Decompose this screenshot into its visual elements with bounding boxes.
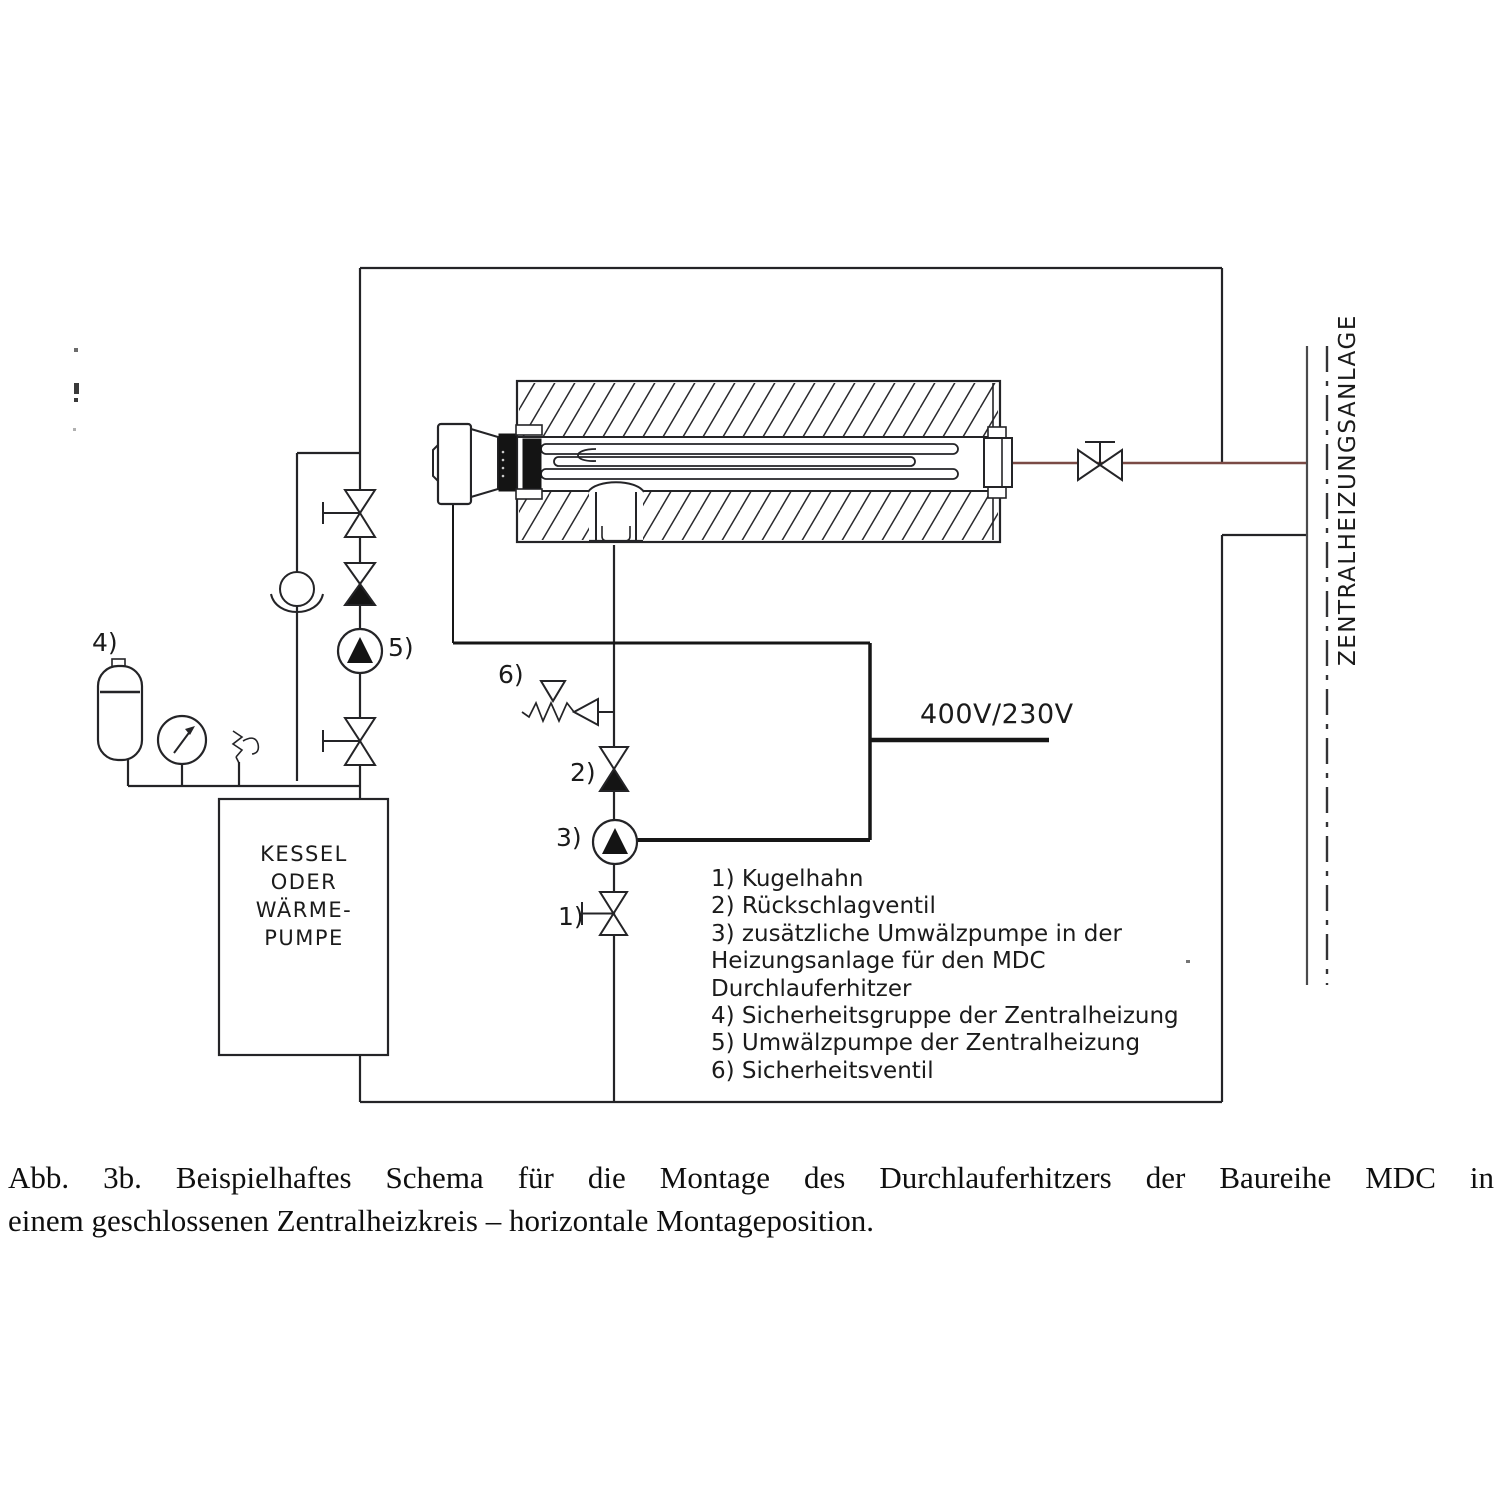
legend-line: 3) zusätzliche Umwälzpumpe in der <box>711 920 1122 947</box>
marker-2-label: 2) <box>570 758 596 787</box>
pressure-gauge <box>158 716 206 764</box>
check-valve-2 <box>600 747 628 791</box>
marker-1-label: 1) <box>558 902 584 931</box>
boiler-label <box>219 840 389 952</box>
scan-speck <box>74 348 78 352</box>
boiler-label-line: PUMPE <box>264 926 344 950</box>
safety-group <box>98 659 258 764</box>
scan-speck <box>73 428 76 431</box>
marker-4-label: 4) <box>92 628 118 657</box>
power-supply-label: 400V/230V <box>920 699 1074 730</box>
center-line-components <box>522 681 637 935</box>
heating-element <box>541 444 958 479</box>
left-branch-components <box>271 490 382 765</box>
flow-line-valve <box>1078 442 1122 480</box>
expansion-vessel <box>98 659 142 760</box>
legend-line: 2) Rückschlagventil <box>711 893 936 920</box>
shutoff-valve-lower <box>323 718 375 765</box>
shutoff-valve-upper <box>323 490 375 537</box>
scan-speck <box>1186 960 1190 963</box>
heater-unit <box>433 381 1012 542</box>
scan-speck <box>74 398 78 402</box>
legend-line: 5) Umwälzpumpe der Zentralheizung <box>711 1030 1141 1057</box>
cap-gasket-band <box>499 434 516 491</box>
air-vent-valve <box>233 731 258 763</box>
caption-line-1: Abb. 3b. Beispielhaftes Schema für die Montage des Durchlauferhitzers der Baureihe MDC in <box>8 1160 1494 1195</box>
check-valve-left <box>345 563 375 605</box>
drain-funnel <box>271 572 323 612</box>
legend-line: 6) Sicherheitsventil <box>711 1057 934 1084</box>
legend <box>711 866 1211 1085</box>
safety-valve-6 <box>522 681 614 725</box>
central-heating-system-label: ZENTRALHEIZUNGSANLAGE <box>1335 314 1361 666</box>
boiler-label-line: WÄRME- <box>255 898 353 922</box>
boiler-label-line: KESSEL <box>260 842 348 866</box>
boiler-label-line: ODER <box>270 870 338 894</box>
legend-line: Durchlauferhitzer <box>711 975 912 1002</box>
legend-line: Heizungsanlage für den MDC <box>711 948 1046 975</box>
scan-speck <box>74 383 79 394</box>
ball-valve-1 <box>582 892 627 935</box>
pump-5-circulation <box>338 629 382 673</box>
marker-5-label: 5) <box>388 633 414 662</box>
legend-line: 1) Kugelhahn <box>711 866 864 892</box>
heater-bottom-port <box>588 482 644 541</box>
marker-3-label: 3) <box>556 823 582 852</box>
heater-insulation-top <box>519 383 998 437</box>
element-terminal-block <box>523 439 541 488</box>
marker-6-label: 6) <box>498 660 524 689</box>
electric-wiring <box>453 504 1049 840</box>
legend-line: 4) Sicherheitsgruppe der Zentralheizung <box>711 1003 1179 1030</box>
caption-line-2: einem geschlossenen Zentralheizkreis – horizontale Montageposition. <box>8 1203 875 1238</box>
system-interface <box>1307 346 1327 985</box>
figure-caption <box>8 1156 1494 1242</box>
pump-3-additional <box>593 820 637 864</box>
